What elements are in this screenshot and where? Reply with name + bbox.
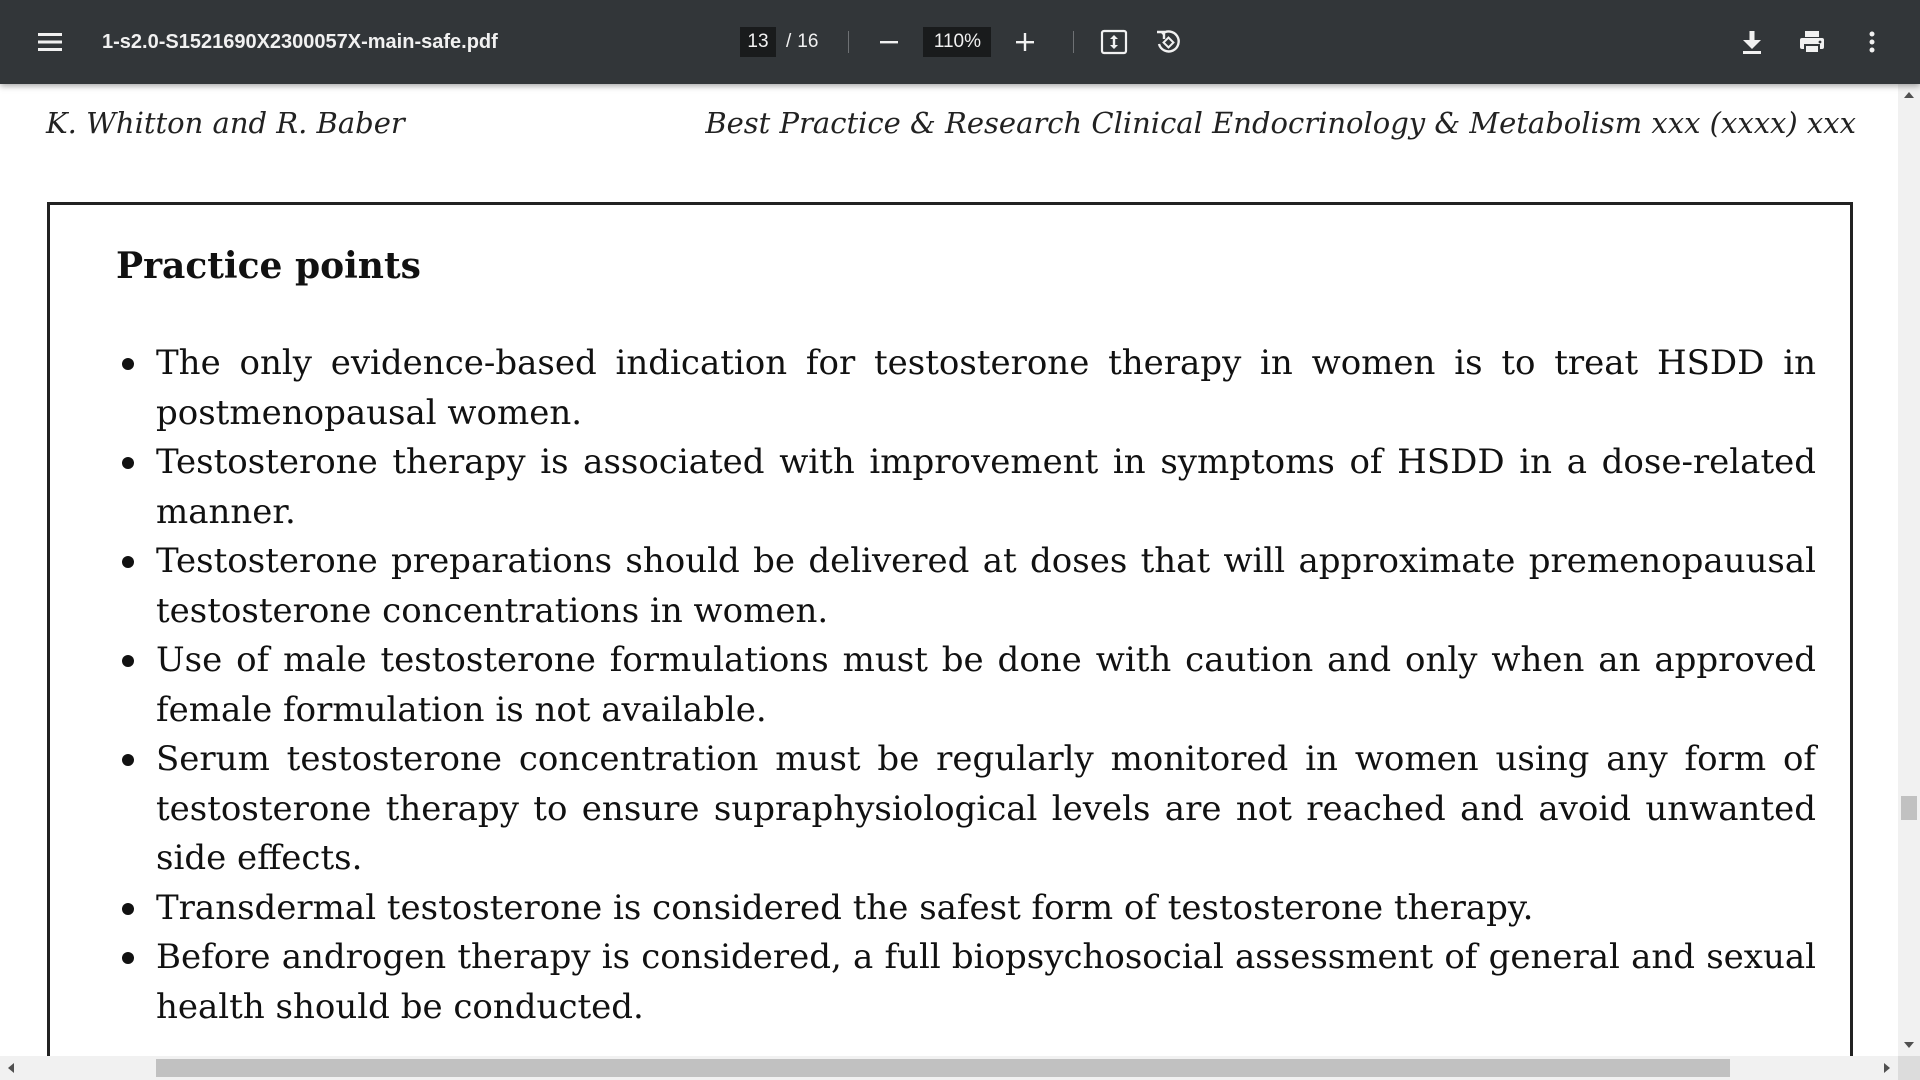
list-item: Testosterone preparations should be delivered at doses that will approximate premenopauusal testosterone concentrations in women. — [116, 537, 1816, 636]
pdf-viewport[interactable] — [0, 84, 1898, 1056]
list-item: Use of male testosterone formulations must be done with caution and only when an approved female formulation is not available. — [116, 636, 1816, 735]
document-title: 1-s2.0-S1521690X2300057X-main-safe.pdf — [102, 31, 498, 53]
scroll-right-arrow-icon[interactable] — [1884, 1063, 1890, 1073]
list-item: Serum testosterone concentration must be regularly monitored in women using any form of testosterone therapy to ensure supraphysiological levels are not reached and avoid unwanted side effects. — [116, 735, 1816, 884]
vertical-scroll-thumb[interactable] — [1901, 796, 1917, 820]
fit-to-page-button[interactable] — [1096, 24, 1132, 60]
scroll-left-arrow-icon[interactable] — [8, 1063, 14, 1073]
zoom-in-button[interactable] — [1007, 24, 1043, 60]
download-button[interactable] — [1734, 24, 1770, 60]
running-head-journal: Best Practice & Research Clinical Endocrinology & Metabolism xxx (xxxx) xxx — [705, 106, 1856, 140]
scrollbar-corner — [1898, 1056, 1920, 1080]
page-total: 16 — [797, 31, 819, 52]
menu-icon[interactable] — [36, 28, 64, 56]
toolbar-divider — [1073, 31, 1074, 53]
scroll-up-arrow-icon[interactable] — [1904, 92, 1914, 98]
download-icon — [1740, 29, 1764, 55]
more-vertical-icon — [1867, 29, 1877, 55]
rotate-button[interactable] — [1150, 24, 1186, 60]
page-separator: / — [786, 31, 792, 52]
fit-to-page-icon — [1100, 29, 1128, 55]
list-item: Testosterone therapy is associated with improvement in symptoms of HSDD in a dose-related manner. — [116, 438, 1816, 537]
list-item: The only evidence-based indication for testosterone therapy in women is to treat HSDD in postmenopausal women. — [116, 339, 1816, 438]
page-zoom-controls — [740, 0, 1186, 84]
horizontal-scrollbar[interactable] — [0, 1056, 1898, 1080]
minus-icon — [878, 31, 900, 53]
toolbar-actions — [1734, 0, 1890, 84]
list-item: Before androgen therapy is considered, a full biopsychosocial assessment of general and sexual health should be conducted. — [116, 933, 1816, 1032]
box-title: Practice points — [116, 245, 421, 287]
vertical-scrollbar[interactable] — [1898, 84, 1920, 1056]
practice-points-box — [47, 202, 1853, 1056]
running-head-authors: K. Whitton and R. Baber — [46, 106, 405, 140]
more-options-button[interactable] — [1854, 24, 1890, 60]
plus-icon — [1014, 31, 1036, 53]
rotate-counterclockwise-icon — [1154, 28, 1182, 56]
zoom-out-button[interactable] — [871, 24, 907, 60]
horizontal-scroll-thumb[interactable] — [156, 1059, 1730, 1077]
page-number-input[interactable] — [740, 27, 776, 57]
pdf-toolbar — [0, 0, 1920, 84]
list-item: Transdermal testosterone is considered the safest form of testosterone therapy. — [116, 884, 1816, 934]
practice-points-list — [116, 339, 1816, 1032]
toolbar-divider — [848, 31, 849, 53]
print-icon — [1798, 29, 1826, 55]
scroll-down-arrow-icon[interactable] — [1904, 1042, 1914, 1048]
zoom-input[interactable] — [923, 27, 991, 57]
print-button[interactable] — [1794, 24, 1830, 60]
